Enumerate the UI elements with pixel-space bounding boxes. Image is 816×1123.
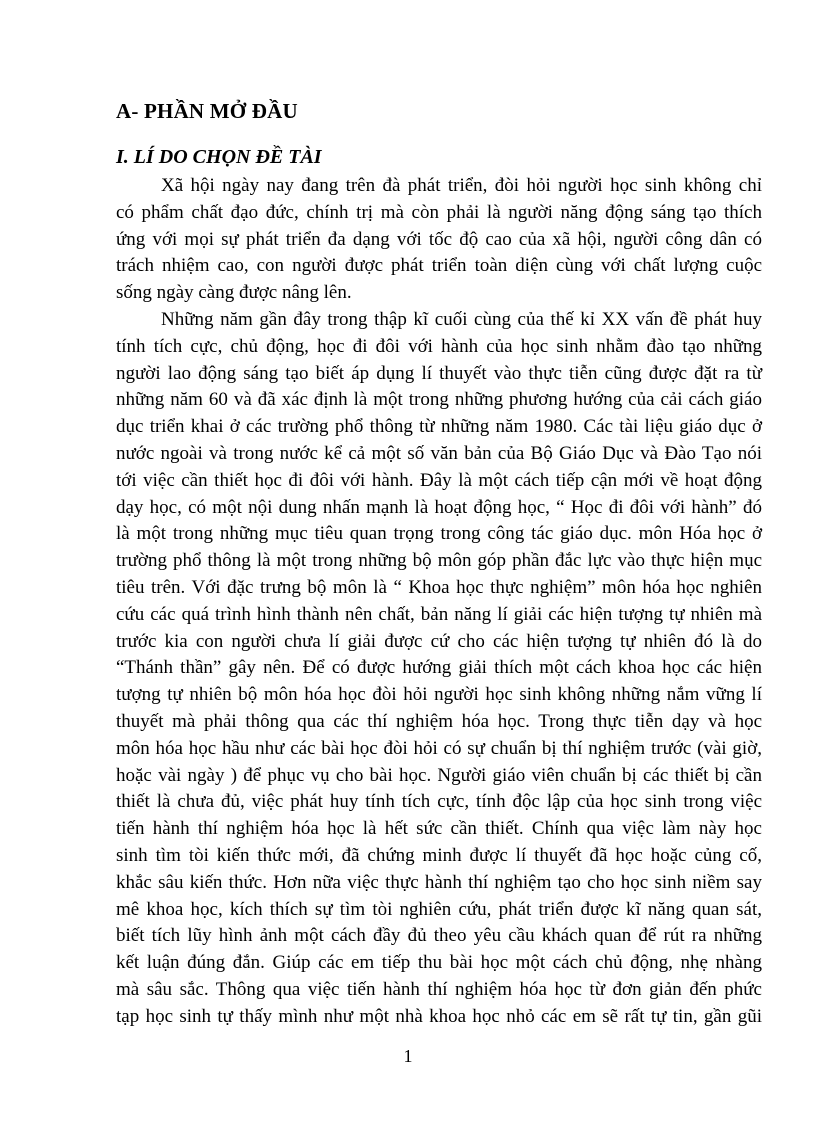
- text-line: “Thánh thần” gây nên. Để có được hướng giải thích một cách khoa học các hiện: [116, 657, 762, 679]
- text-line: trường phổ thông là một trong những bộ môn góp phần đắc lực vào thực hiện mục: [116, 550, 762, 572]
- text-line: kết luận đúng đắn. Giúp các em tiếp thu bài học một cách chủ động, nhẹ nhàng: [116, 952, 762, 974]
- text-line: Xã hội ngày nay đang trên đà phát triển, đòi hỏi người học sinh không chỉ: [161, 175, 762, 196]
- text-line: có phẩm chất đạo đức, chính trị mà còn phải là người năng động sáng tạo thích: [116, 201, 762, 223]
- text-line: người lao động sáng tạo biết áp dụng lí thuyết vào thực tiễn cũng được đặt ra từ: [116, 362, 762, 384]
- text-line: là một trong những mục tiêu quan trọng trong công tác giáo dục. môn Hóa học ở: [116, 523, 762, 545]
- text-line: biết tích lũy hình ảnh một cách đầy đủ theo yêu cầu khách quan để rút ra những: [116, 925, 762, 947]
- text-line: tiêu trên. Với đặc trưng bộ môn là “ Khoa học thực nghiệm” môn hóa học nghiên: [116, 576, 762, 598]
- text-line: mê khoa học, kích thích sự tìm tòi nghiên cứu, phát triển được kĩ năng quan sát,: [116, 898, 762, 920]
- body-text: [116, 173, 762, 1031]
- section-title: I. LÍ DO CHỌN ĐỀ TÀI: [116, 146, 322, 168]
- text-line: khắc sâu kiến thức. Hơn nữa việc thực hành thí nghiệm tạo cho học sinh niềm say: [116, 871, 762, 893]
- text-line: hoặc vài ngày ) để phục vụ cho bài học. Người giáo viên chuẩn bị các thiết bị cần: [116, 764, 762, 786]
- text-line: mà sâu sắc. Thông qua việc tiến hành thí nghiệm hóa học từ đơn giản đến phức: [116, 978, 762, 1000]
- text-line: thiết là chưa đủ, việc phát huy tính tích cực, tính độc lập của học sinh trong việc: [116, 791, 762, 813]
- text-line: môn hóa học hầu như các bài học đòi hỏi có sự chuẩn bị thí nghiệm trước (vài giờ,: [116, 737, 762, 759]
- text-line: nước ngoài và trong nước kể cả một số văn bản của Bộ Giáo Dục và Đào Tạo nói: [116, 442, 762, 464]
- text-line: tiến hành thí nghiệm hóa học là hết sức cần thiết. Chính qua việc làm này học: [116, 818, 762, 840]
- text-line: tượng tự nhiên bộ môn hóa học đòi hỏi người học sinh không những nắm vững lí: [116, 684, 762, 706]
- text-line: tới việc cần thiết học đi đôi với hành. Đây là một cách tiếp cận mới về hoạt động: [116, 469, 762, 491]
- text-line: trách nhiệm cao, con người được phát triển toàn diện cùng với chất lượng cuộc: [116, 255, 762, 277]
- text-line: cứu các quá trình hình thành nên chất, bản năng lí giải các hiện tượng tự nhiên mà: [116, 603, 762, 625]
- text-line: dạy học, có một nội dung nhấn mạnh là hoạt động học, “ Học đi đôi với hành” đó: [116, 496, 762, 518]
- text-line: tạp học sinh tự thấy mình như một nhà khoa học nhỏ các em sẽ rất tự tin, gần gũi: [116, 1005, 762, 1027]
- text-line: thuyết mà phải thông qua các thí nghiệm hóa học. Trong thực tiễn dạy và học: [116, 710, 762, 732]
- text-line: sống ngày càng được nâng lên.: [116, 282, 352, 304]
- text-line: Những năm gần đây trong thập kĩ cuối cùng của thế kỉ XX vấn đề phát huy: [161, 308, 762, 330]
- document-heading: A- PHẦN MỞ ĐẦU: [116, 99, 298, 123]
- text-line: sinh tìm tòi kiến thức mới, đã chứng minh được lí thuyết đã học hoặc củng cố,: [116, 844, 762, 866]
- text-line: những năm 60 và đã xác định là một trong những phương hướng của cải cách giáo: [116, 389, 762, 411]
- text-line: dục triển khai ở các trường phổ thông từ những năm 1980. Các tài liệu giáo dục ở: [116, 416, 762, 438]
- text-line: trước kia con người chưa lí giải được cứ cho các hiện tượng tự nhiên đó là do: [116, 630, 762, 652]
- text-line: tính tích cực, chủ động, học đi đôi với hành của học sinh nhằm đào tạo những: [116, 335, 762, 357]
- page-number: 1: [403, 1046, 413, 1066]
- text-line: ứng với mọi sự phát triển đa dạng với tốc độ cao của xã hội, người công dân có: [116, 228, 762, 250]
